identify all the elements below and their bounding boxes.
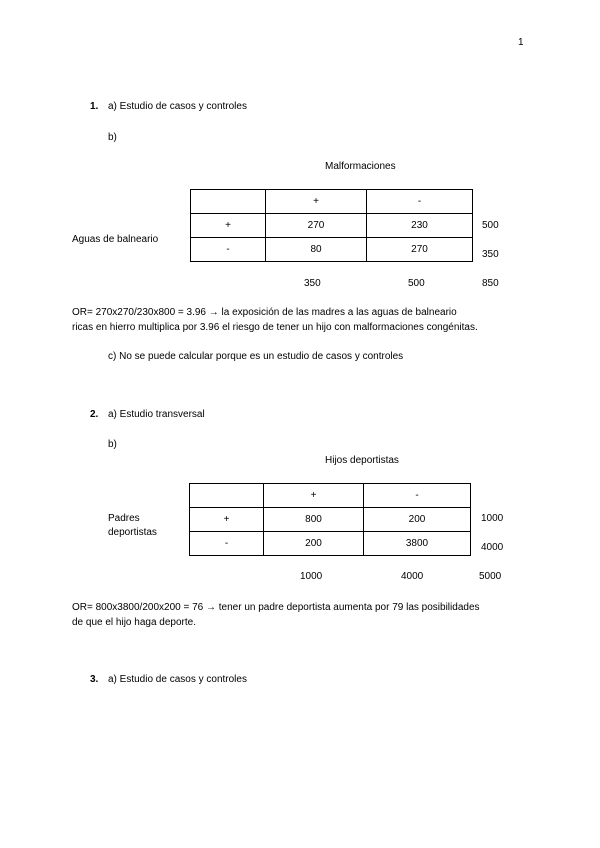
q2-row-title-line-1: Padres <box>108 513 140 524</box>
q1-row-label: + <box>191 214 266 238</box>
question-2-b: b) <box>108 439 117 450</box>
question-3-number: 3. <box>90 674 99 685</box>
q2-col-total: 4000 <box>401 571 424 582</box>
q2-or-line-2: de que el hijo haga deporte. <box>72 617 196 628</box>
q2-row-label: + <box>190 508 264 532</box>
q1-odds-ratio-text <box>72 305 542 335</box>
q2-table-row <box>190 508 471 532</box>
q2-row-total: 1000 <box>481 513 504 524</box>
question-2-number: 2. <box>90 409 99 420</box>
page-number: 1 <box>518 37 524 48</box>
q1-table-cell: 270 <box>266 214 367 238</box>
question-1-b: b) <box>108 132 117 143</box>
q2-table-corner <box>190 484 264 508</box>
q1-col-total: 350 <box>304 278 321 289</box>
q1-table-corner <box>191 190 266 214</box>
q1-or-line-2: ricas en hierro multiplica por 3.96 el riesgo de tener un hijo con malformaciones congénitas. <box>72 322 478 333</box>
q1-or-line-1: OR= 270x270/230x800 = 3.96 → la exposición de las madres a las aguas de balneario <box>72 307 457 318</box>
q2-table-row <box>190 532 471 556</box>
q1-table-cell: 230 <box>367 214 473 238</box>
q1-column-title: Malformaciones <box>325 161 396 172</box>
q2-table-cell: 200 <box>264 532 364 556</box>
q2-table-cell: 200 <box>364 508 471 532</box>
q1-row-total: 500 <box>482 220 499 231</box>
q2-table-cell: 3800 <box>364 532 471 556</box>
q1-row-total: 350 <box>482 249 499 260</box>
q2-row-label: - <box>190 532 264 556</box>
question-2-a: a) Estudio transversal <box>108 409 205 420</box>
q2-contingency-table <box>189 483 471 556</box>
q2-col-total: 1000 <box>300 571 323 582</box>
q1-row-label: - <box>191 238 266 262</box>
question-1-a: a) Estudio de casos y controles <box>108 101 247 112</box>
q1-table-cell: 270 <box>367 238 473 262</box>
question-1-c: c) No se puede calcular porque es un estudio de casos y controles <box>108 351 404 362</box>
q2-header-cell: + <box>264 484 364 508</box>
q1-grand-total: 850 <box>482 278 499 289</box>
q1-header-cell: + <box>266 190 367 214</box>
q1-col-total: 500 <box>408 278 425 289</box>
q1-table-cell: 80 <box>266 238 367 262</box>
q2-odds-ratio-text <box>72 600 542 630</box>
q1-table-row <box>191 238 473 262</box>
q1-row-title: Aguas de balneario <box>72 234 159 245</box>
q1-contingency-table <box>190 189 473 262</box>
q2-column-title: Hijos deportistas <box>325 455 399 466</box>
q2-header-cell: - <box>364 484 471 508</box>
q2-grand-total: 5000 <box>479 571 502 582</box>
question-3-a: a) Estudio de casos y controles <box>108 674 247 685</box>
q2-row-total: 4000 <box>481 542 504 553</box>
q2-table-cell: 800 <box>264 508 364 532</box>
q2-row-title-line-2: deportistas <box>108 527 157 538</box>
q2-or-line-1: OR= 800x3800/200x200 = 76 → tener un padre deportista aumenta por 79 las posibilidades <box>72 602 480 613</box>
question-1-number: 1. <box>90 101 99 112</box>
q1-table-row <box>191 214 473 238</box>
q1-header-cell: - <box>367 190 473 214</box>
